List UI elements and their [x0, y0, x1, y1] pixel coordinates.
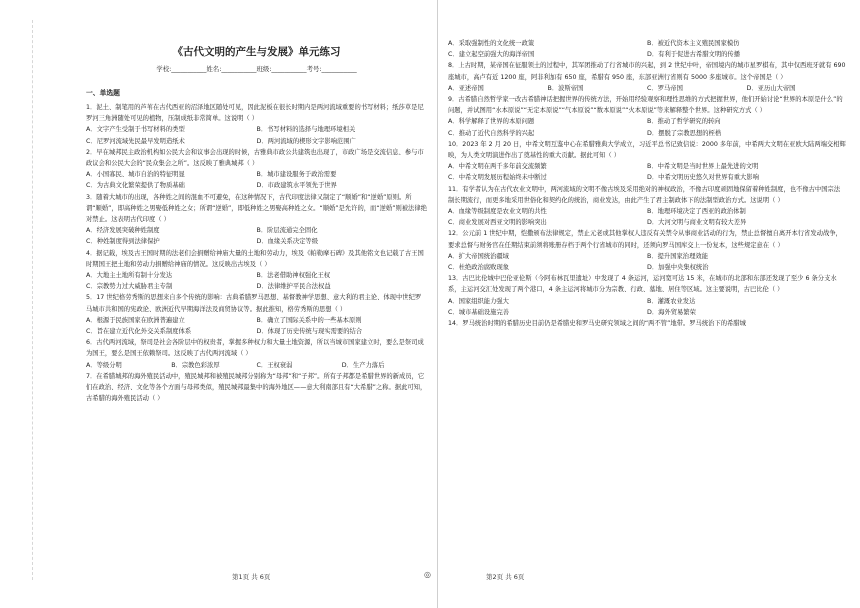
question-stem: 1．泥土、制笔用的芦苇在古代西亚的沼泽地区随处可见，因此泥板在很长时期内是两河流域重要的书写材料；纸莎草是尼罗河三角洲随处可见的植物，压制成纸非常简单。这说明（ ） [86, 104, 424, 123]
answer-option: A．扩大帝国统治疆域 [448, 252, 509, 260]
question-stem: 8．上古时期，某帝国在征服领土的过程中，其军团推动了行省城市的兴起，到 2 世纪中叶，帝国境内的城市星罗棋布，其中仅西班牙就有 690 座城市，高卢有近 1200 座，阿非利加有 650 座，希腊有 950 座，东部亚洲行省则有 5000 多座城市。这个帝国是（ ） [448, 62, 846, 81]
answer-option: A．经济发展突破种姓制度 [86, 227, 160, 235]
question-stem: 7．在希腊城邦的海外殖民活动中，殖民城邦和被殖民城邦分别称为“母邦”和“子邦”。所有子邦都是希腊世界的新成员，它们在政治、经济、文化等各个方面与母邦类似，殖民城邦最集中的海外地区——意大利南部且有“大希腊”之称。据此可知，古希腊的海外殖民活动（ ） [86, 372, 427, 403]
answer-options [86, 360, 427, 371]
question-stem: 10．2023 年 2 月 20 日，中希文明互鉴中心在希腊雅典大学成立，习近平总书记致信说：2000 多年前，中希两大文明在亚欧大陆两端交相辉映，为人类文明演进作出了奠基性的重大贡献。据此可知（ ） [448, 140, 846, 160]
answer-option: A．采取强制性的文化统一政策 [448, 40, 535, 47]
question-item [448, 228, 846, 273]
answer-option: A．大地主土地所有制十分发达 [86, 272, 173, 280]
question-item [448, 38, 846, 60]
answer-option: D．体现了历史传统与现实需要的结合 [256, 328, 363, 336]
answer-option: D．两河流域的楔形文字影响范围广 [256, 137, 356, 145]
answer-option: A．亚述帝国 [448, 84, 484, 92]
answer-option: B．书写材料的选择与地理环境相关 [256, 126, 356, 134]
answer-option: C．尼罗河流域先民最早发明造纸术 [86, 137, 185, 145]
question-stem: 4．据记载，埃及古王国时期的法老们会捐赠给神庙大量的土地和劳动力，埃及《帕勒摩石碑》及其他铭文也记载了古王国时期国王把土地和劳动力捐赠给神庙的情况。这反映出古埃及（ ） [86, 249, 424, 268]
answer-option: A．小国寡民、城市自治的特征明显 [86, 171, 185, 179]
answer-option: C．罗马帝国 [647, 84, 683, 92]
answer-options [448, 251, 846, 273]
answer-option: B．地理环境决定了西亚的政治体制 [647, 208, 746, 216]
question-stem: 2．早在城邦民主政治机构如公民大会和议事会出现的时候，古雅典市政公共建筑也出现了，市政广场是交流信息、参与市政议会和公民大会的“民众集会之所”。这反映了雅典城邦（ ） [86, 148, 424, 168]
question-stem: 14．罗马统治时期的希腊历史目前仍是希腊史和罗马史研究领域之间的“两不管”地带。罗马统治下的希腊城 [448, 320, 746, 328]
answer-option: C．商业发展对西亚文明的影响突出 [448, 219, 547, 227]
answer-options [448, 116, 846, 138]
question-item [448, 60, 846, 94]
answer-options [448, 206, 846, 228]
question-stem: 12．公元前 1 世纪中期，恺撒颁布法律规定，禁止元老或其他掌权人违反有关禁令从事商业活动的行为，禁止总督擅自离开本行省发动战争，要求总督与财务官在任期结束前须将账册存档于两个行省城市的同时，还须向罗马国库交上一份复本，这些规定意在（ ） [448, 230, 842, 249]
answer-option: D．法律维护平民合法权益 [256, 283, 331, 291]
question-item [448, 184, 846, 229]
answer-option: A．国家组织能力强大 [448, 297, 509, 305]
answer-options [86, 169, 427, 191]
question-item [86, 337, 427, 371]
answer-option: B．推动了哲学研究的转向 [647, 118, 721, 126]
right-page [438, 0, 860, 608]
answer-options [448, 83, 846, 94]
answer-option: B．城市建设服务于政治需要 [256, 171, 337, 179]
answer-option: B．中希文明是当时世界上最先进的文明 [647, 163, 759, 171]
answer-option: C．旨在建立近代化外交关系制度体系 [86, 328, 192, 336]
question-item [86, 371, 427, 405]
answer-options [86, 270, 427, 292]
section-heading: 一、单选题 [86, 89, 120, 97]
question-item [448, 318, 846, 329]
question-stem: 9．古希腊自然哲学家一改古希腊神话把握世界的传统方法，开始用经验观察和理性思维的方式把握世界，他们开始讨论“世界的本原是什么”的问题，并试图用“水本原说”“无定本原说”“气本原说”“数本原说”“火本原说”等来解释整个世界。这种研究方式（ ） [448, 96, 843, 115]
answer-options [448, 296, 846, 318]
answer-option: A．根源于民族国家在欧洲普遍建立 [86, 316, 185, 324]
answer-options [86, 225, 427, 247]
question-item [86, 292, 427, 337]
question-stem: 13．古巴比伦城中巴伦亚伦斯（今阿布林瓦里遗址）中发现了 4 条运河，运河宽可达 15 米，在城市的北部和东部还发现了至少 6 条分支水系，主运河交汇处发现了两个港口，4 条主运河将城市分为宗教、行政、墓地、居住等区域。这主要说明，古巴比伦（ ） [448, 275, 837, 294]
answer-option: D．大河文明与商业文明有较大差异 [647, 219, 747, 227]
answer-option: D．血缘关系决定等级 [256, 238, 319, 246]
answer-option: D．生产力落后 [341, 361, 385, 369]
question-stem: 11．有学者认为在古代农业文明中，两河流域的文明不像古埃及采用绝对的神权政治，不像古印度顽固地保留着种姓制度，也不像古中国宗法制长期流行，而更多地采用世俗化和契约化的统治，商业发达，由此产生了君主制政体下的法制型政治方式。这说明（ ） [448, 185, 841, 204]
answer-option: C．推动了近代自然科学的兴起 [448, 129, 535, 137]
question-item [448, 273, 846, 318]
answer-option: D．有利于促进古希腊文明的传播 [647, 51, 741, 59]
question-item [86, 102, 427, 147]
question-item [86, 192, 427, 248]
answer-options [86, 315, 427, 337]
question-item [86, 147, 427, 192]
footer-page-right: 第2页 共 6页 [486, 573, 525, 581]
answer-option: B．波斯帝国 [547, 84, 584, 92]
right-question-list [448, 38, 846, 329]
question-stem: 5．17 世纪格劳秀斯的思想来自多个传统的影响：古典希腊罗马思想、基督教神学思想、意大利的君主论、体现中世纪罗马城市共和国的宪政论、欧洲近代早期海洋法及商贸协议等。据此推知，格劳秀斯的思想（ ） [86, 294, 422, 313]
question-item [86, 248, 427, 293]
answer-option: B．确立了国际关系中的一些基本原则 [256, 316, 362, 324]
answer-option: A．血缘等级制度是农业文明的共性 [448, 208, 547, 216]
left-question-list [86, 102, 427, 404]
footer-circle-mark: ◎ [424, 570, 431, 579]
answer-option: C．王权衰弱 [256, 361, 293, 369]
page-title: 《古代文明的产生与发展》单元练习 [172, 46, 341, 58]
answer-option: B．提升国家治理效能 [647, 252, 708, 260]
answer-option: D．加强中央集权统治 [647, 264, 709, 272]
answer-option: B．法老借助神权强化王权 [256, 272, 331, 280]
answer-option: B．被近代资本主义殖民国家模仿 [647, 40, 740, 47]
answer-option: C．建立起空前强大的海洋帝国 [448, 51, 535, 59]
question-stem: 3．随着大城市的出现，各种姓之间的混血不可避免，在这种情况下，古代印度法律又制定了“顺婚”和“逆婚”原则。所谓“顺婚”，即高种姓之男娶低种姓之女；所谓“逆婚”，即低种姓之男娶高种姓之女。“顺婚”是允许的，而“逆婚”则被法律绝对禁止。这表明古代印度（ ） [86, 193, 427, 224]
answer-option: A．中希文明在两千多年前交流频繁 [448, 163, 547, 171]
answer-option: D．摆脱了宗教思想的桎梏 [647, 129, 722, 137]
answer-options [448, 38, 846, 60]
answer-option: B．灌溉农业发达 [647, 297, 696, 305]
answer-option: C．宗教势力过大威胁君主专制 [86, 283, 173, 291]
answer-options [448, 161, 846, 183]
answer-option: C．城市基础设施完善 [448, 308, 510, 316]
answer-option: D．中希文明历史悠久对世界有重大影响 [647, 174, 759, 182]
answer-option: C．中希文明发展历程始终未中断过 [448, 174, 547, 182]
answer-option: D．亚历山大帝国 [746, 84, 796, 92]
answer-option: C．杜绝政治腐败现象 [448, 264, 510, 272]
answer-option: C．为古典文化繁荣提供了物质基础 [86, 182, 185, 190]
answer-option: C．种姓制度得到法律保护 [86, 238, 160, 246]
footer-page-left: 第1页 共 6页 [232, 573, 271, 581]
answer-options [86, 124, 427, 146]
answer-option: A．等级分明 [86, 361, 122, 369]
question-item [448, 139, 846, 184]
answer-option: B．宗教色彩浓厚 [171, 361, 220, 369]
answer-option: D．市政建筑水平领先于世界 [256, 182, 337, 190]
question-item [448, 94, 846, 139]
answer-option: D．海外贸易繁荣 [647, 308, 696, 316]
answer-option: B．阶层流通完全固化 [256, 227, 318, 235]
answer-option: A．文字产生受制于书写材料的类型 [86, 126, 185, 134]
answer-option: A．科学解释了世界的本原问题 [448, 118, 535, 126]
question-stem: 6．古代两河流域，祭司是社会各阶层中的权贵者，掌握多种权力和大量土地资源，所以当城市国家建立时，要么是祭司成为国王，要么是国王依赖祭司。这反映了古代两河流域（ ） [86, 339, 424, 358]
student-info-fields: 学校:___________姓名:___________班级:___________考号:___________ [156, 65, 357, 73]
